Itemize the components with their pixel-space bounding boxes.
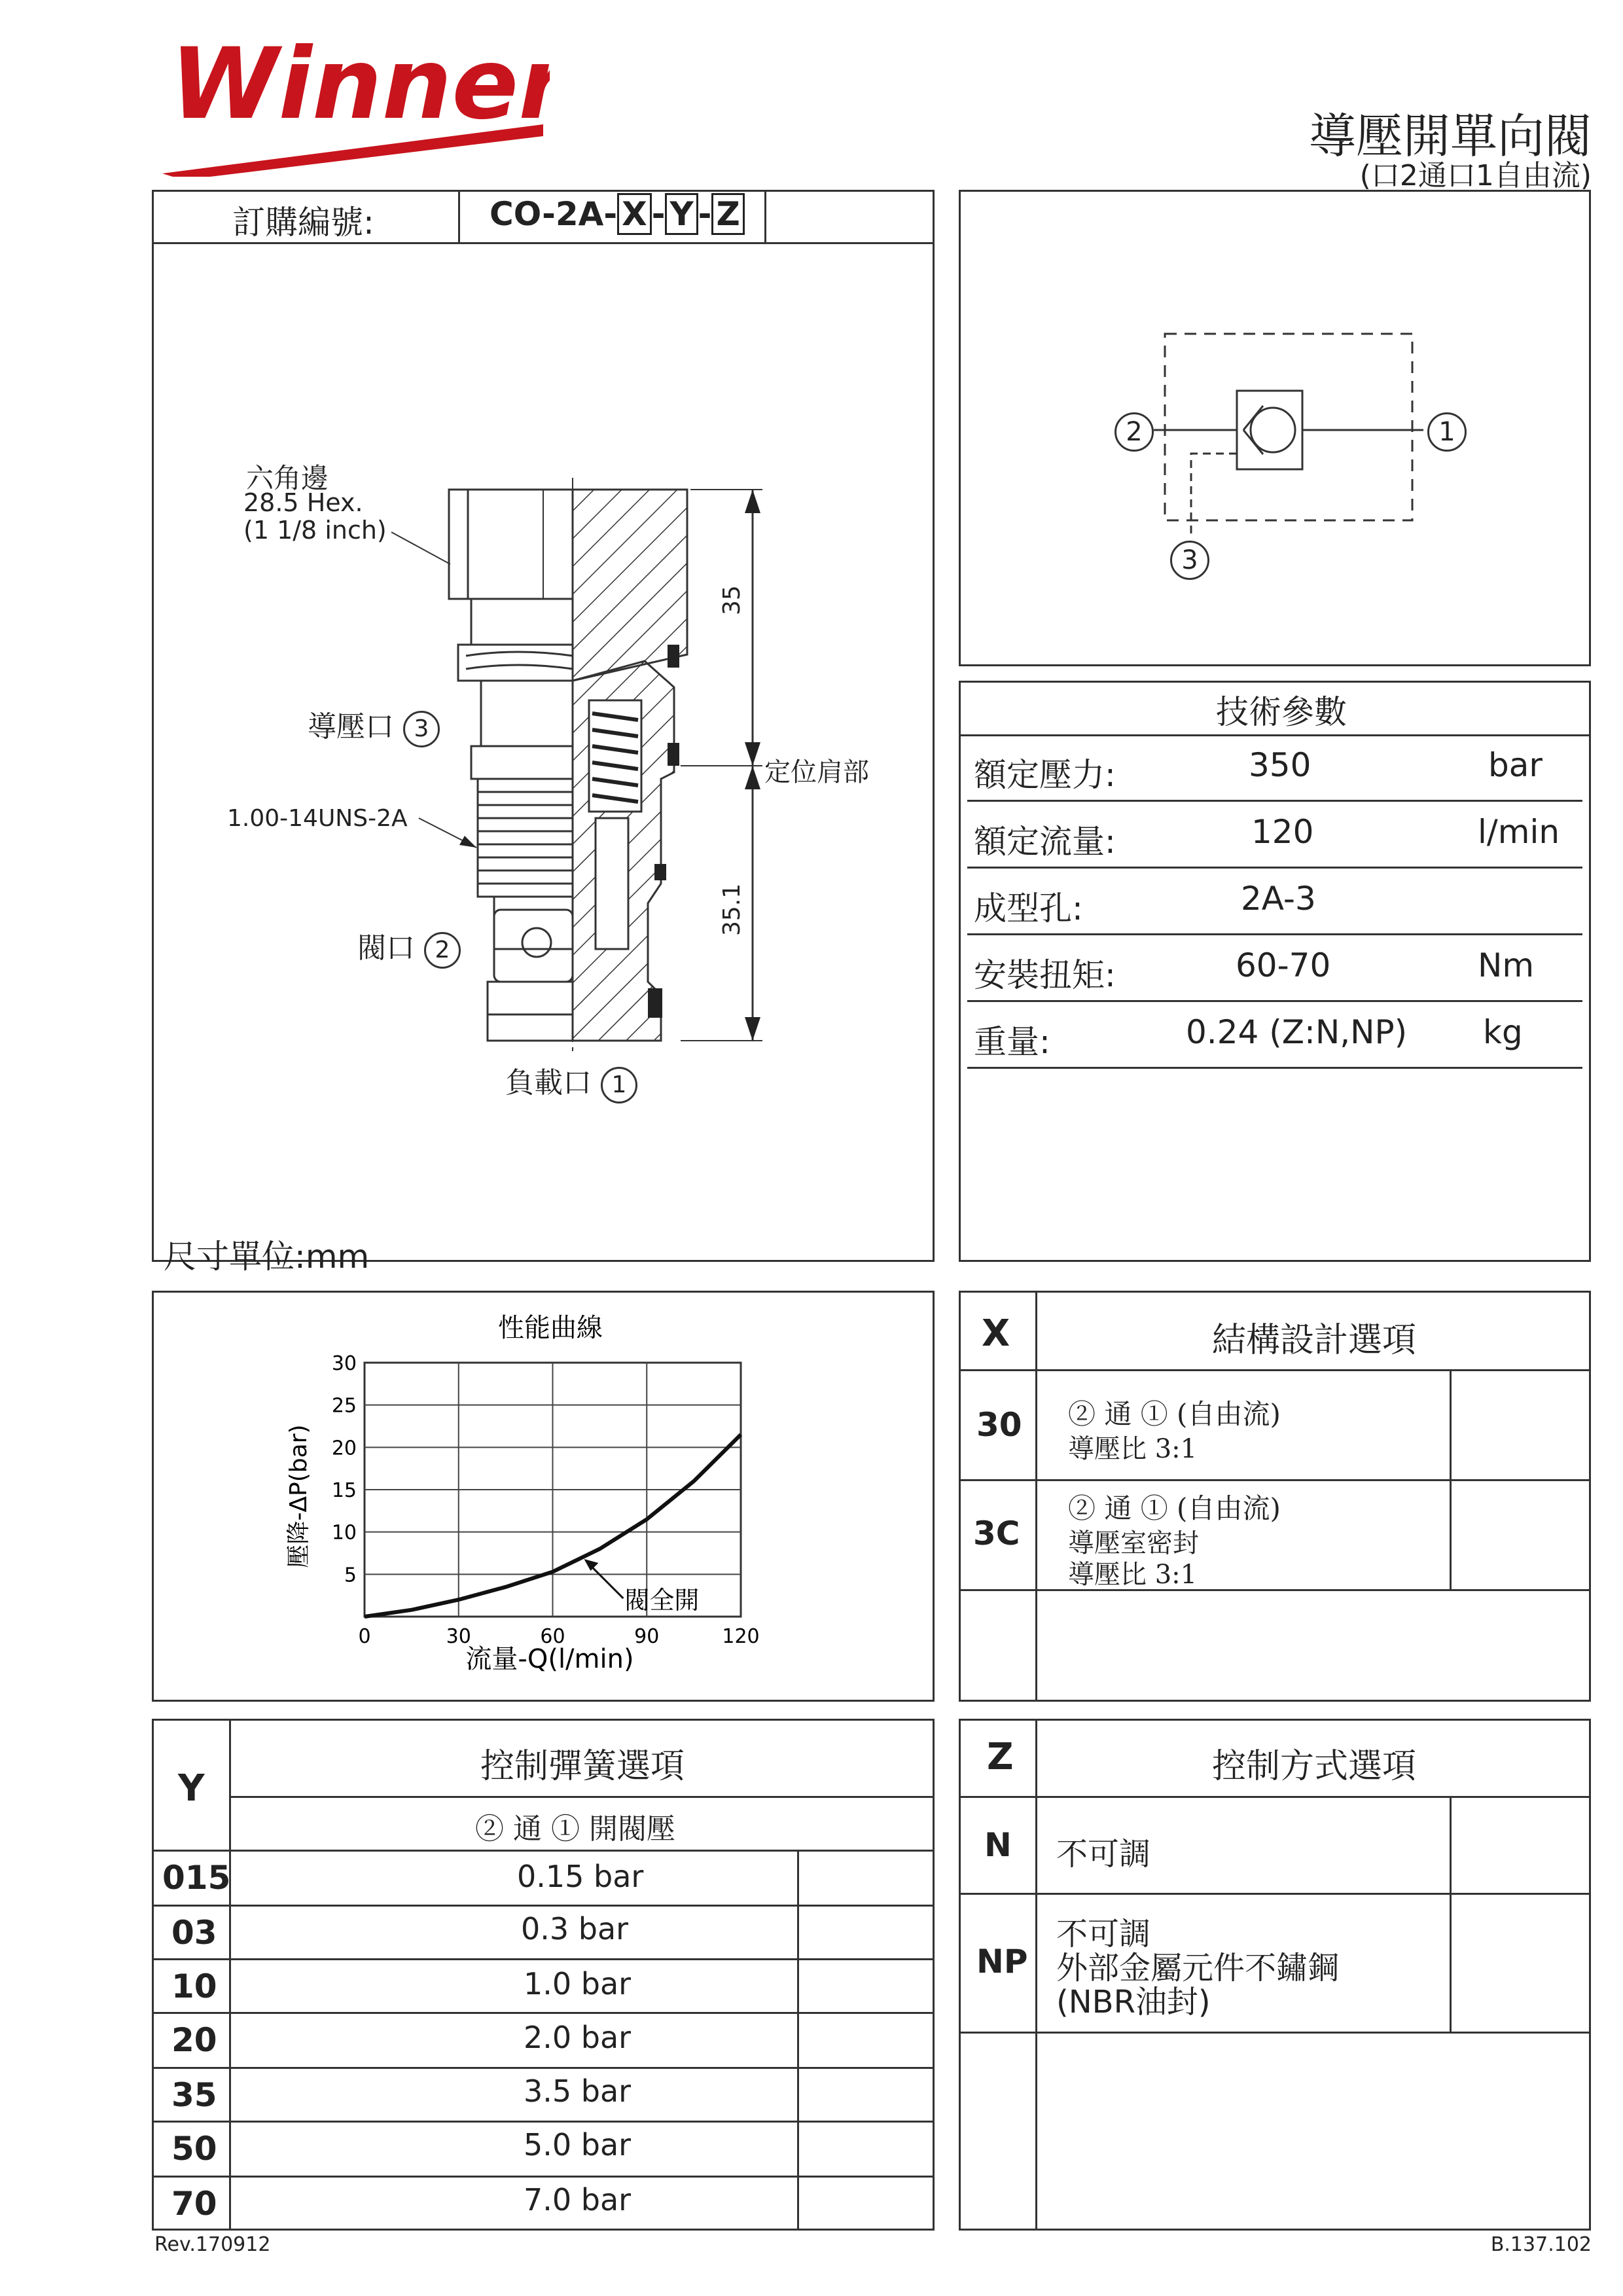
spec-unit: l/min bbox=[1478, 813, 1560, 851]
x-row-code: 30 bbox=[976, 1406, 1022, 1444]
hex-size: 28.5 Hex. bbox=[243, 488, 363, 517]
order-code: CO-2A- X - Y - Z bbox=[490, 195, 745, 233]
z-title: 控制方式選項 bbox=[1212, 1747, 1417, 1786]
chart-x-tick: 0 bbox=[358, 1625, 371, 1648]
hex-label: 六角邊 bbox=[246, 462, 329, 494]
y-row-value: 3.5 bar bbox=[524, 2073, 632, 2109]
x-row-line2: 導壓比 3:1 bbox=[1068, 1434, 1198, 1464]
spec-unit: kg bbox=[1483, 1013, 1523, 1051]
x-row-line3: 導壓比 3:1 bbox=[1068, 1560, 1198, 1590]
spec-label: 安裝扭矩: bbox=[974, 956, 1116, 994]
chart-x-tick: 120 bbox=[722, 1625, 760, 1648]
order-code-z: Z bbox=[711, 193, 744, 235]
y-row-value: 7.0 bar bbox=[524, 2182, 632, 2217]
chart-y-tick: 15 bbox=[331, 1479, 357, 1502]
y-title: 控制彈簧選項 bbox=[480, 1747, 685, 1786]
spec-label: 額定流量: bbox=[974, 823, 1116, 861]
x-row-line1: ② 通 ① (自由流) bbox=[1068, 1398, 1281, 1430]
chart-y-tick: 5 bbox=[344, 1564, 357, 1587]
order-label: 訂購編號: bbox=[232, 204, 374, 242]
valve-port-number: 2 bbox=[424, 932, 461, 969]
spec-value: 350 bbox=[1249, 746, 1311, 784]
spec-label: 成型孔: bbox=[974, 889, 1083, 927]
load-port-number: 1 bbox=[601, 1067, 637, 1103]
spec-value: 0.24 (Z:N,NP) bbox=[1186, 1013, 1408, 1051]
y-row-value: 0.15 bar bbox=[517, 1859, 644, 1894]
chart-title: 性能曲線 bbox=[498, 1313, 603, 1343]
brand-logo bbox=[157, 20, 550, 177]
spec-label: 額定壓力: bbox=[974, 756, 1116, 794]
x-row-code: 3C bbox=[973, 1515, 1020, 1552]
y-row-code: 20 bbox=[171, 2021, 217, 2059]
z-row-code: NP bbox=[976, 1943, 1028, 1981]
chart-x-tick: 60 bbox=[540, 1625, 565, 1648]
chart-y-tick: 25 bbox=[331, 1394, 357, 1418]
spec-row bbox=[967, 734, 1582, 802]
page-title: 導壓開單向閥 bbox=[1308, 109, 1592, 164]
symbol-port-3: 3 bbox=[1170, 541, 1209, 580]
order-code-prefix: CO-2A- bbox=[490, 195, 618, 233]
hex-inch: (1 1/8 inch) bbox=[243, 516, 387, 545]
thread-label: 1.00-14UNS-2A bbox=[227, 805, 408, 832]
document-number: B.137.102 bbox=[1490, 2233, 1592, 2256]
z-row-line2: 外部金屬元件不鏽鋼 bbox=[1056, 1950, 1340, 1986]
z-row-line3: (NBR油封) bbox=[1056, 1984, 1211, 2020]
spec-label: 重量: bbox=[974, 1023, 1050, 1061]
spec-row bbox=[967, 1001, 1582, 1069]
symbol-port-1: 1 bbox=[1427, 412, 1467, 452]
valve-port-label: 閥口 2 bbox=[357, 924, 461, 969]
x-title: 結構設計選項 bbox=[1212, 1321, 1417, 1360]
z-row-line1: 不可調 bbox=[1056, 1916, 1151, 1952]
performance-chart bbox=[152, 1291, 935, 1702]
order-code-x: X bbox=[617, 193, 652, 235]
spec-row bbox=[967, 868, 1582, 935]
chart-x-tick: 30 bbox=[446, 1625, 471, 1648]
shoulder-label: 定位肩部 bbox=[764, 757, 869, 787]
chart-annotation: 閥全開 bbox=[624, 1586, 700, 1615]
y-row-code: 35 bbox=[171, 2076, 217, 2114]
spec-row bbox=[967, 801, 1582, 869]
y-row-code: 50 bbox=[171, 2130, 217, 2168]
load-port-label: 負載口 1 bbox=[505, 1059, 637, 1103]
brand-logo-text: Winner bbox=[170, 27, 550, 141]
y-row-code: 10 bbox=[171, 1967, 217, 2005]
x-code-header: X bbox=[982, 1312, 1010, 1355]
x-row-line2: 導壓室密封 bbox=[1068, 1528, 1199, 1558]
chart-xlabel: 流量-Q(l/min) bbox=[465, 1644, 634, 1674]
pilot-port-number: 3 bbox=[403, 711, 440, 747]
spec-unit: bar bbox=[1488, 746, 1543, 784]
chart-y-tick: 20 bbox=[331, 1437, 357, 1460]
z-code-header: Z bbox=[987, 1736, 1014, 1778]
spec-title: 技術參數 bbox=[1216, 693, 1347, 731]
chart-x-tick: 90 bbox=[634, 1625, 660, 1648]
dim-lower: 35.1 bbox=[719, 883, 745, 936]
order-code-y: Y bbox=[665, 193, 698, 235]
unit-note: 尺寸單位:mm bbox=[164, 1238, 370, 1276]
chart-y-tick: 30 bbox=[331, 1352, 357, 1375]
z-row-line1: 不可調 bbox=[1056, 1836, 1151, 1873]
y-row-code: 03 bbox=[171, 1914, 217, 1952]
y-row-value: 2.0 bar bbox=[524, 2020, 632, 2055]
revision-label: Rev.170912 bbox=[154, 2233, 271, 2256]
y-code-header: Y bbox=[178, 1767, 205, 1810]
y-row-code: 015 bbox=[162, 1859, 231, 1897]
dim-upper: 35 bbox=[719, 585, 745, 615]
x-row-line1: ② 通 ① (自由流) bbox=[1068, 1492, 1281, 1524]
spec-unit: Nm bbox=[1478, 946, 1535, 984]
y-row-code: 70 bbox=[171, 2185, 217, 2223]
chart-ylabel: 壓降-ΔP(bar) bbox=[285, 1424, 312, 1568]
valve-symbol bbox=[959, 190, 1591, 666]
spec-value: 2A-3 bbox=[1241, 880, 1316, 918]
chart-y-tick: 10 bbox=[331, 1521, 357, 1545]
symbol-port-2: 2 bbox=[1115, 412, 1154, 452]
y-row-value: 5.0 bar bbox=[524, 2127, 632, 2162]
spec-value: 60-70 bbox=[1236, 946, 1331, 984]
pilot-port-label: 導壓口 3 bbox=[308, 703, 440, 747]
y-subtitle: ② 通 ① 開閥壓 bbox=[475, 1812, 675, 1846]
page-subtitle: (口2通口1自由流) bbox=[1359, 159, 1592, 192]
y-row-value: 0.3 bar bbox=[521, 1911, 629, 1946]
y-row-value: 1.0 bar bbox=[524, 1966, 632, 2001]
z-row-code: N bbox=[984, 1826, 1012, 1864]
spec-value: 120 bbox=[1251, 813, 1314, 851]
spec-row bbox=[967, 935, 1582, 1002]
